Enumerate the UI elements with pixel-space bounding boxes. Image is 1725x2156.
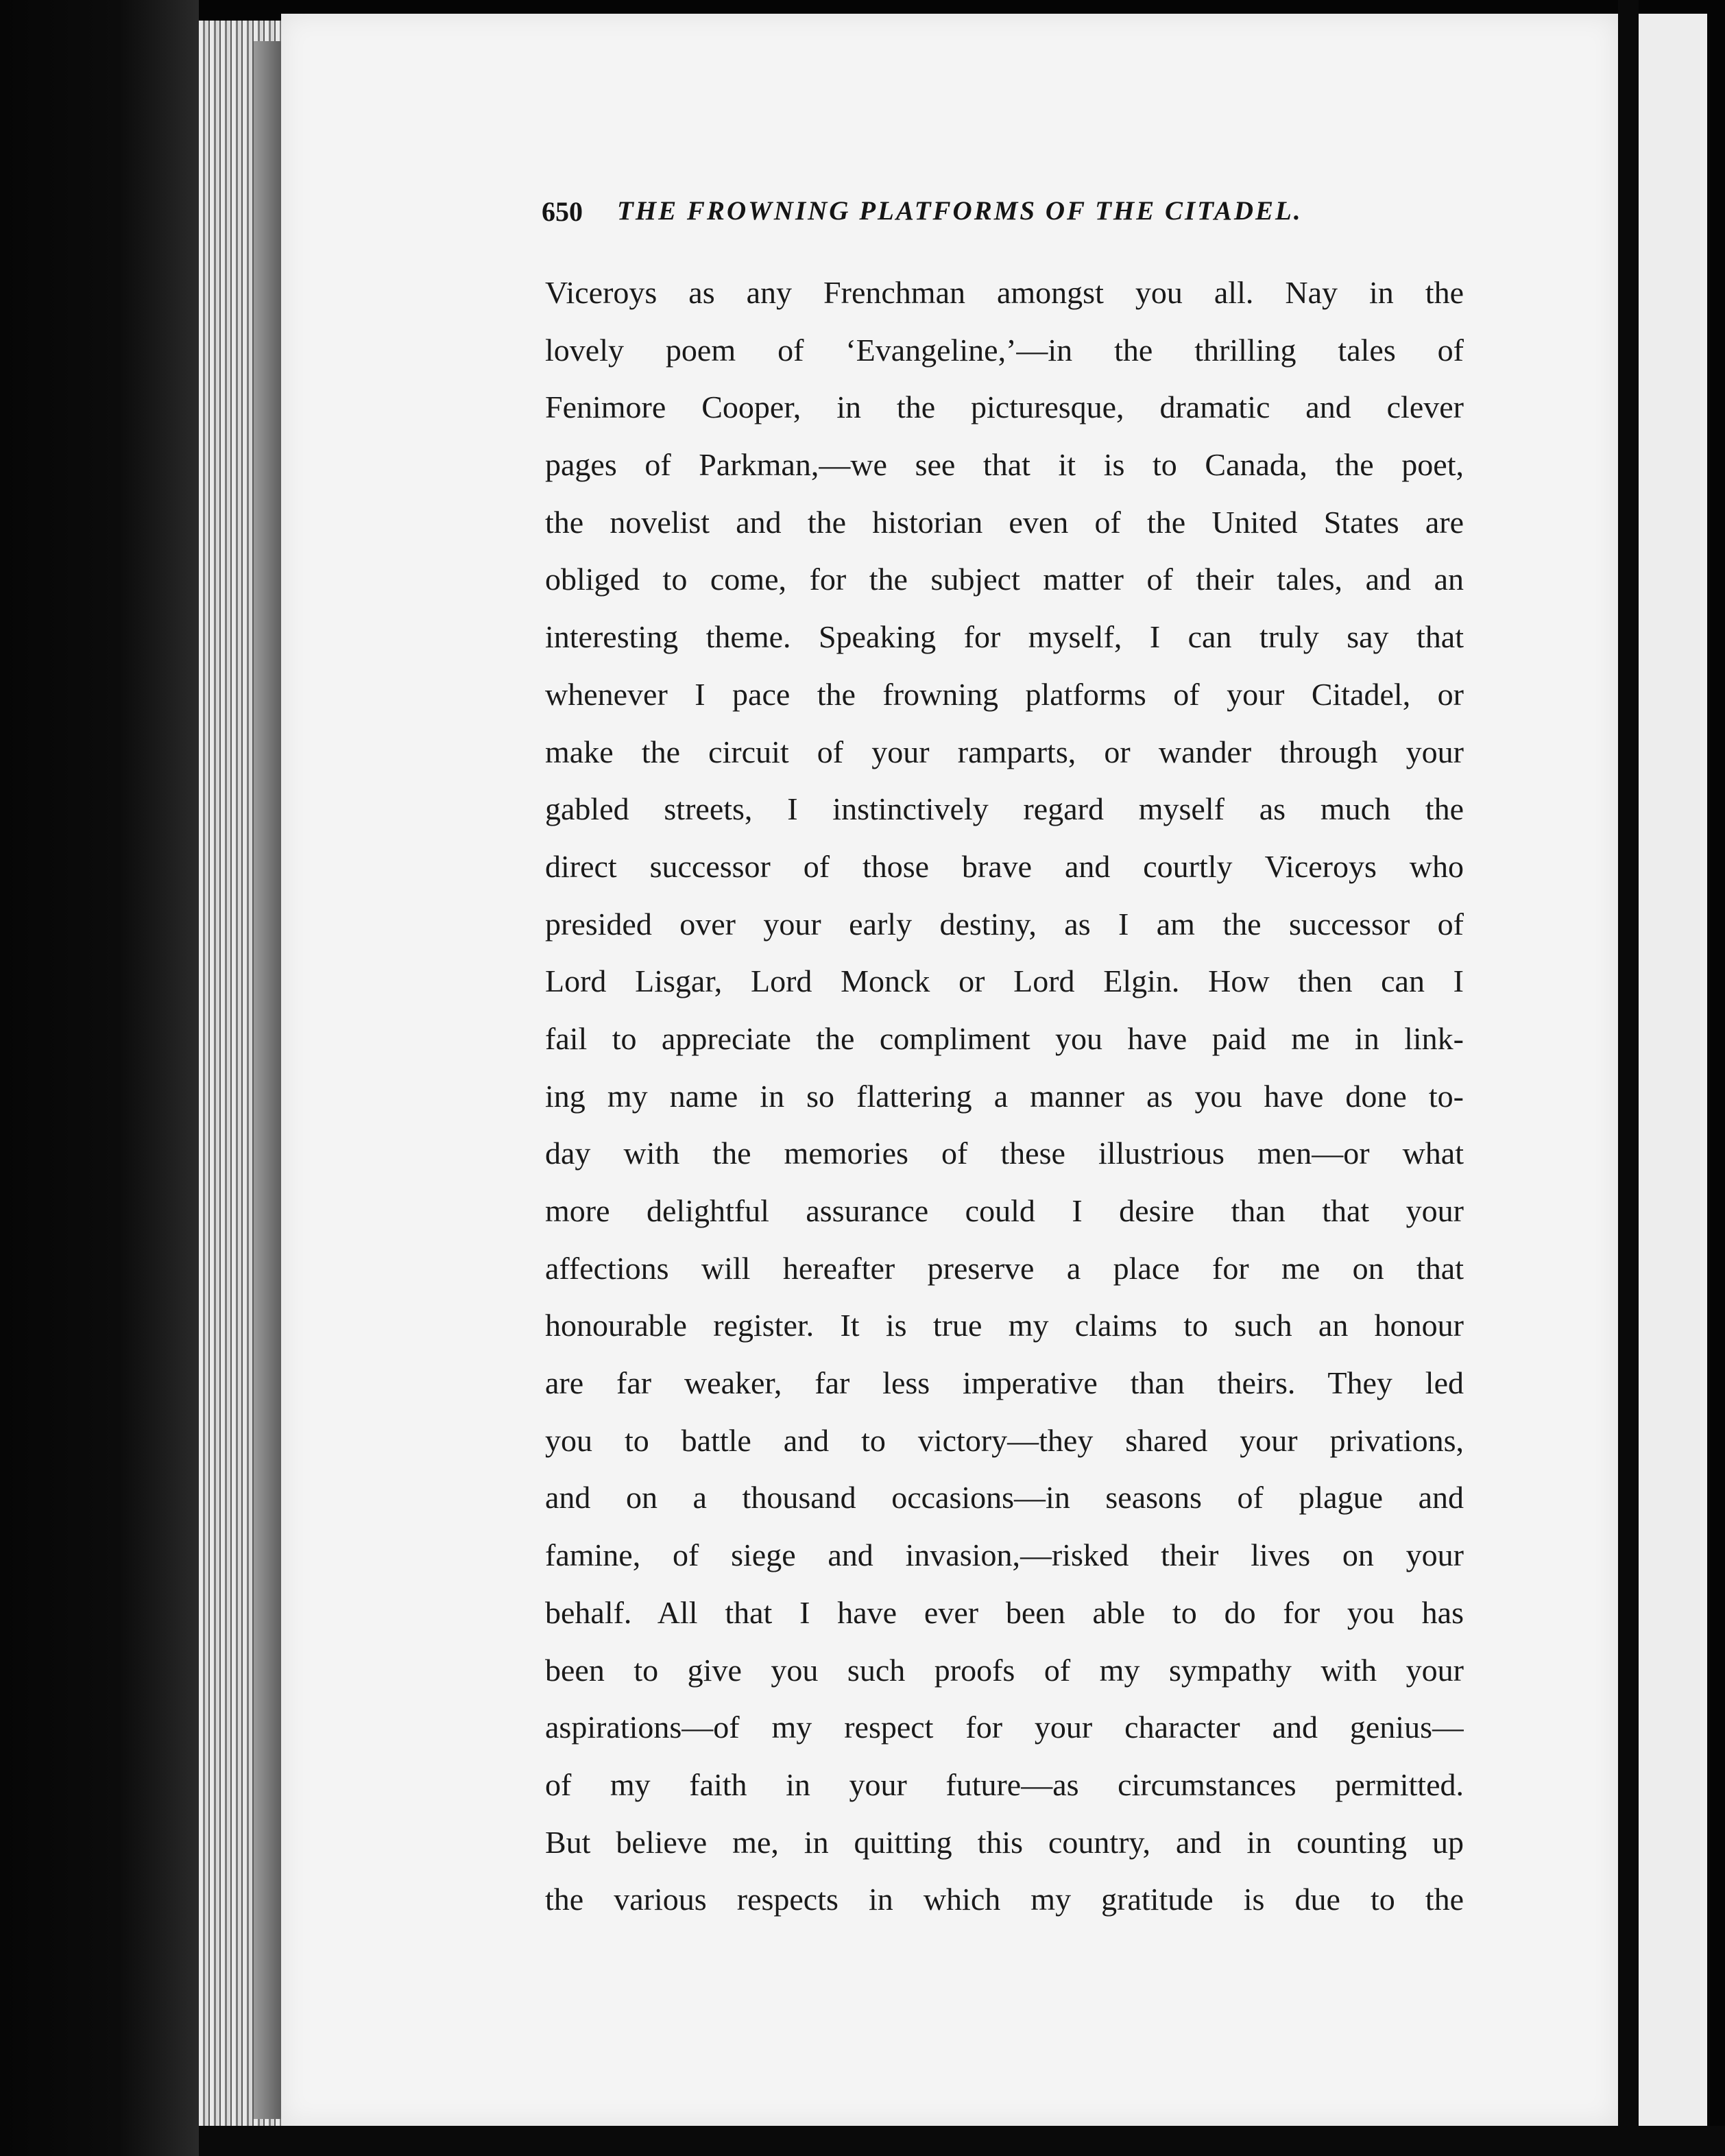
text-line: But believe me, in quitting this country, and in counting up [545, 1824, 1464, 1860]
text-line: lovely poem of ‘Evangeline,’—in the thrilling tales of [545, 332, 1464, 368]
text-line: Lord Lisgar, Lord Monck or Lord Elgin. How then can I [545, 963, 1464, 999]
text-line: Viceroys as any Frenchman amongst you all. Nay in the [545, 275, 1464, 310]
text-line: aspirations—of my respect for your character and genius— [545, 1710, 1464, 1745]
text-line: presided over your early destiny, as I am the successor of [545, 906, 1464, 942]
text-line: fail to appreciate the compliment you have paid me in link- [545, 1020, 1464, 1056]
text-line: direct successor of those brave and courtly Viceroys who [545, 848, 1464, 884]
page-edge-shadow [254, 41, 281, 2119]
book-spine [0, 0, 199, 2156]
facing-page-edge [1639, 14, 1707, 2126]
text-line: honourable register. It is true my claims to such an honour [545, 1308, 1464, 1343]
text-line: interesting theme. Speaking for myself, I can truly say that [545, 619, 1464, 655]
text-line: make the circuit of your ramparts, or wander through your [545, 734, 1464, 769]
bottom-film-border [199, 2126, 1725, 2156]
text-line: of my faith in your future—as circumstances permitted. [545, 1766, 1464, 1802]
text-line: and on a thousand occasions—in seasons of plague and [545, 1480, 1464, 1516]
text-line: Fenimore Cooper, in the picturesque, dramatic and clever [545, 390, 1464, 425]
text-line: day with the memories of these illustrious men—or what [545, 1136, 1464, 1171]
text-line: are far weaker, far less imperative than theirs. They led [545, 1365, 1464, 1401]
text-line: more delightful assurance could I desire than that your [545, 1193, 1464, 1228]
text-line: whenever I pace the frowning platforms of your Citadel, or [545, 676, 1464, 712]
right-gutter [1618, 0, 1639, 2156]
text-line: famine, of siege and invasion,—risked their lives on your [545, 1537, 1464, 1573]
text-line: the novelist and the historian even of the United States are [545, 504, 1464, 540]
page-number: 650 [542, 196, 583, 227]
text-line: ing my name in so flattering a manner as you have done to- [545, 1078, 1464, 1114]
running-head: THE FROWNING PLATFORMS OF THE CITADEL. [617, 196, 1303, 226]
text-line: the various respects in which my gratitude is due to the [545, 1882, 1464, 1917]
text-line: behalf. All that I have ever been able to do for you has [545, 1594, 1464, 1630]
text-line: pages of Parkman,—we see that it is to Canada, the poet, [545, 447, 1464, 483]
text-line: affections will hereafter preserve a place for me on that [545, 1250, 1464, 1286]
body-text [545, 264, 1464, 1928]
text-line: been to give you such proofs of my sympathy with your [545, 1652, 1464, 1688]
text-line: obliged to come, for the subject matter of their tales, and an [545, 562, 1464, 597]
text-line: you to battle and to victory—they shared your privations, [545, 1422, 1464, 1458]
right-film-border [1707, 0, 1725, 2156]
page-header [542, 195, 1426, 237]
text-line: gabled streets, I instinctively regard myself as much the [545, 791, 1464, 827]
